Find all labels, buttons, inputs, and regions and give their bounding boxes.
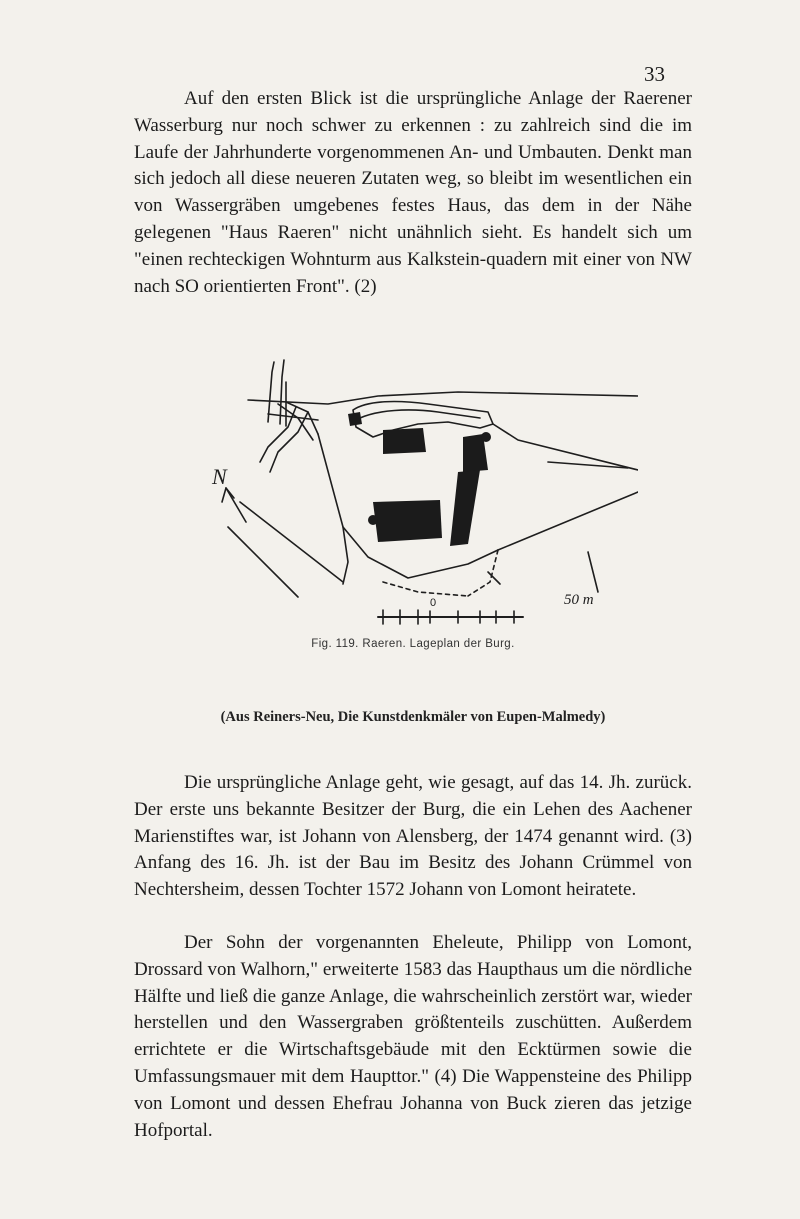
site-plan-figure xyxy=(168,352,638,637)
paragraph-intro: Auf den ersten Blick ist die ursprüngliche Anlage der Raerener Wasserburg nur noch schwer zu erkennen : zu zahlreich sind die im Laufe der Jahrhunderte vorgenommenen An- und Umbauten. Denkt man sich jedoch all diese neueren Zutaten weg, so bleibt im wesentlichen ein von Wassergräben umgebenes festes Haus, das dem in der Nähe gelegenen "Haus Raeren" nicht unähnlich sieht. Es handelt sich um "einen rechteckigen Wohnturm aus Kalkstein-quadern mit einer von NW nach SO orientierten Front". (2) xyxy=(134,88,692,297)
paragraph-history: Die ursprüngliche Anlage geht, wie gesagt, auf das 14. Jh. zurück. Der erste uns bekannte Besitzer der Burg, die ein Lehen des Aachener Marienstiftes war, ist Johann von Alensberg, der 1474 genannt wird. (3) Anfang des 16. Jh. ist der Bau im Besitz des Johann Crümmel von Nechtersheim, dessen Tochter 1572 Johann von Lomont heiratete. xyxy=(134,772,692,901)
scale-start-label: 0 xyxy=(430,597,437,609)
figure-caption: Fig. 119. Raeren. Lageplan der Burg. xyxy=(311,638,515,650)
north-label: N xyxy=(212,464,227,489)
figure-source: (Aus Reiners-Neu, Die Kunstdenkmäler von Eupen-Malmedy) xyxy=(220,709,606,725)
site-plan-drawing xyxy=(168,352,638,637)
paragraph-expansion: Der Sohn der vorgenannten Eheleute, Philipp von Lomont, Drossard von Walhorn," erweiterte 1583 das Haupthaus um die nördliche Hälfte und ließ die ganze Anlage, die wahrscheinlich zerstört war, wieder herstellen und den Wassergraben größtenteils zuschütten. Außerdem errichtete er die Wirtschaftsgebäude mit den Ecktürmen sowie die Umfassungsmauer mit dem Haupttor." (4) Die Wappensteine des Philipp von Lomont und dessen Ehefrau Johanna von Buck zieren das jetzige Hofportal. xyxy=(134,932,692,1141)
scale-end-label: 50 m xyxy=(564,592,594,608)
page-number: 33 xyxy=(644,62,665,86)
